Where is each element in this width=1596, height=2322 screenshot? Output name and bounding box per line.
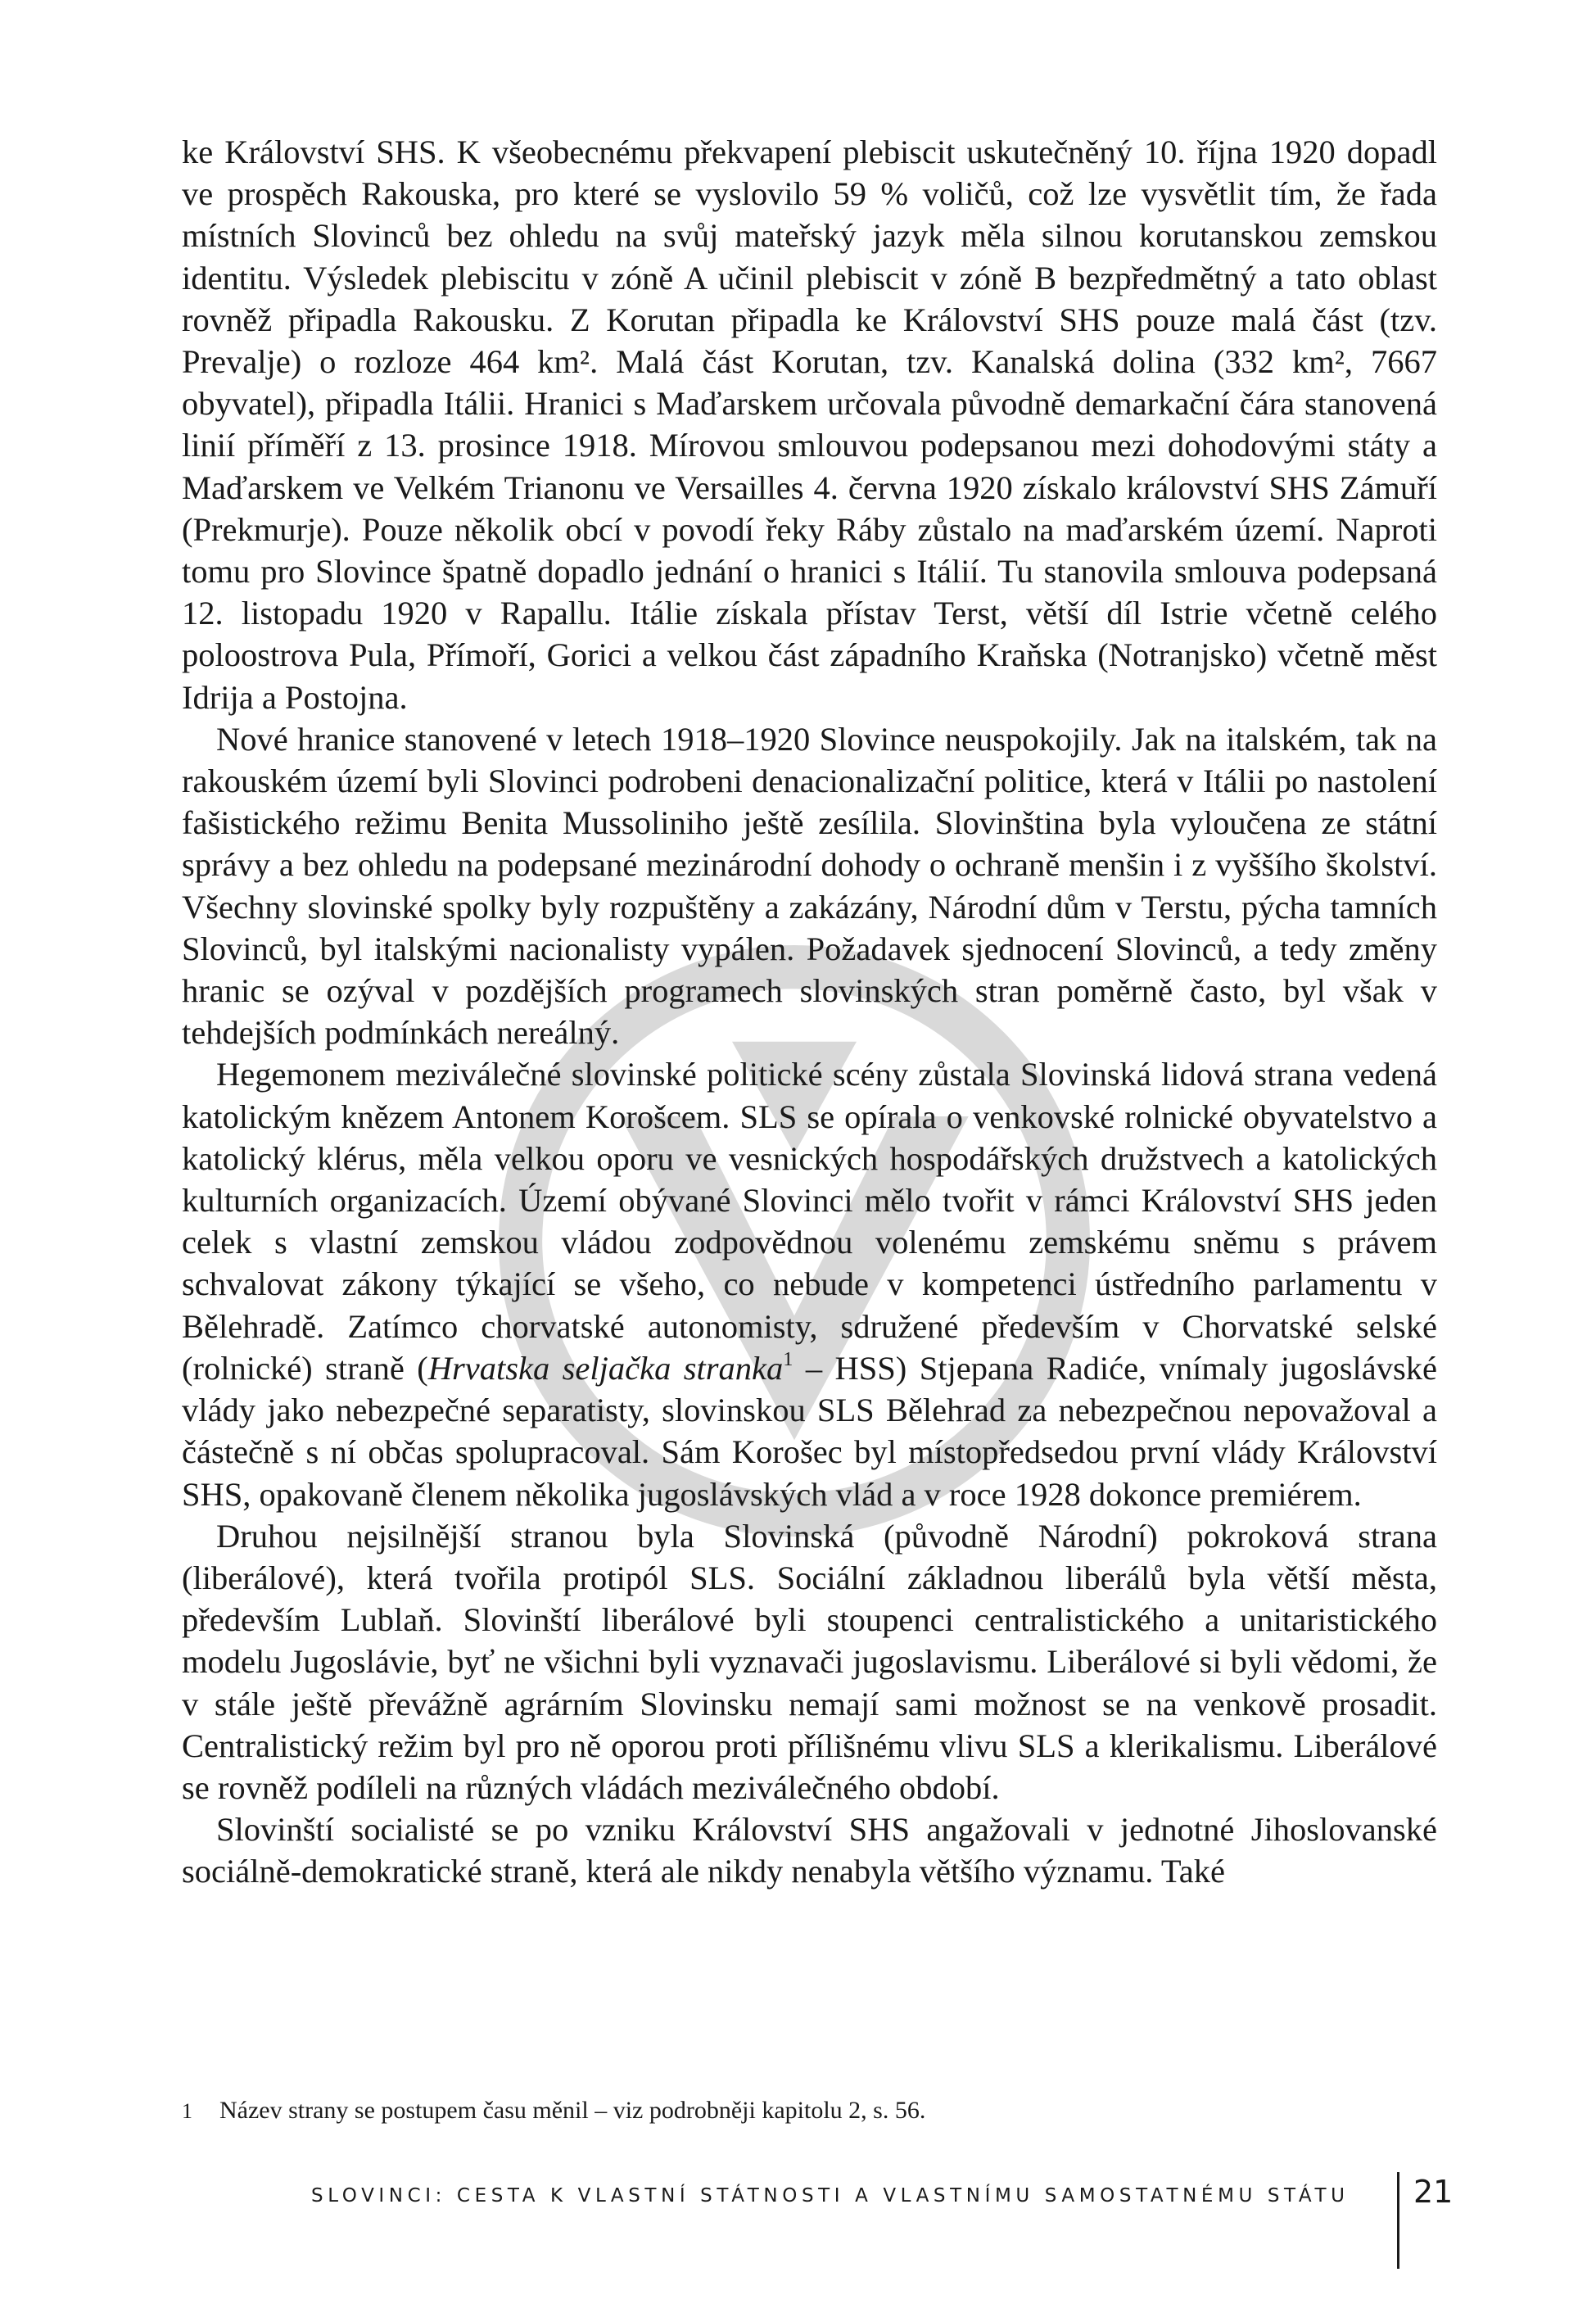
footnote-text: Název strany se postupem času měnil – viz podrobněji kapitolu 2, s. 56. (219, 2097, 926, 2124)
paragraph (182, 1053, 1437, 1514)
page-number: 21 (1413, 2174, 1454, 2210)
footnote (182, 2095, 1437, 2127)
italic-party-name: Hrvatska seljačka stranka (427, 1349, 784, 1387)
paragraph: Slovinští socialisté se po vzniku Království SHS angažovali v jednotné Jihoslovanské sociálně-demokratické straně, která ale nikdy nenabyla většího významu. Také (182, 1811, 1437, 1890)
footnote-number: 1 (182, 2099, 192, 2123)
paragraph: Druhou nejsilnější stranou byla Slovinská (původně Národní) pokroková strana (liberálové), která tvořila protipól SLS. Sociální základnou liberálů byla větší města, především Lublaň. Slovinští liberálové byli stoupenci centralistického a unitaristického modelu Jugoslávie, byť ne všichni byli vyznavači jugoslavismu. Liberálové si byli vědomi, že v stále ještě převážně agrárním Slovinsku nemají sami možnost se na venkově prosadit. Centralistický režim byl pro ně oporou proti přílišnému vlivu SLS a klerikalismu. Liberálové se rovněž podíleli na různých vládách meziválečného období. (182, 1517, 1437, 1806)
footnote-reference[interactable]: 1 (783, 1347, 793, 1370)
paragraph-text: Hegemonem meziválečné slovinské politické scény zůstala Slovinská lidová strana vedená katolickým knězem Antonem Korošcem. SLS se opírala o venkovské rolnické obyvatelstvo a katolický klérus, měla velkou oporu ve vesnických hospodářských družstvech a katolických kulturních organizacích. Území obývané Slovinci mělo tvořit v rámci Království SHS jeden celek s vlastní zemskou vládou zodpovědnou volenému zemskému sněmu s právem schvalovat zákony týkající se všeho, co nebude v kompetenci ústředního parlamentu v Bělehradě. Zatímco chorvatské autonomisty, sdružené především v Chorvatské selské (rolnické) straně ( (182, 1056, 1437, 1387)
body-text (182, 131, 1437, 1893)
paragraph-text: – HSS) Stjepana Radiće, vnímaly jugoslávské vlády jako nebezpečné separatisty, slovinskou SLS Bělehrad za nebezpečnou nepovažoval a částečně s ní občas spolupracoval. Sám Korošec byl místopředsedou první vlády Království SHS, opakovaně členem několika jugoslávských vlád a v roce 1928 dokonce premiérem. (182, 1349, 1437, 1513)
paragraph: ke Království SHS. K všeobecnému překvapení plebiscit uskutečněný 10. října 1920 dopadl ve prospěch Rakouska, pro které se vyslovilo 59 % voličů, což lze vysvětlit tím, že řada místních Slovinců bez ohledu na svůj mateřský jazyk měla silnou korutanskou zemskou identitu. Výsledek plebiscitu v zóně A učinil plebiscit v zóně B bezpředmětný a tato oblast rovněž připadla Rakousku. Z Korutan připadla ke Království SHS pouze malá část (tzv. Prevalje) o rozloze 464 km². Malá část Korutan, tzv. Kanalská dolina (332 km², 7667 obyvatel), připadla Itálii. Hranici s Maďarskem určovala původně demarkační čára stanovená linií příměří z 13. prosince 1918. Mírovou smlouvou podepsanou mezi dohodovými státy a Maďarskem ve Velkém Trianonu ve Versailles 4. června 1920 získalo království SHS Zámuří (Prekmurje). Pouze několik obcí v povodí řeky Ráby zůstalo na maďarském území. Naproti tomu pro Slovince špatně dopadlo jednání o hranici s Itálií. Tu stanovila smlouva podepsaná 12. listopadu 1920 v Rapallu. Itálie získala přístav Terst, větší díl Istrie včetně celého poloostrova Pula, Přímoří, Gorici a velkou část západního Kraňska (Notranjsko) včetně měst Idrija a Postojna. (182, 134, 1437, 716)
paragraph: Nové hranice stanovené v letech 1918–1920 Slovince neuspokojily. Jak na italském, tak na rakouském území byli Slovinci podrobeni denacionalizační politice, která v Itálii po nastolení fašistického režimu Benita Mussoliniho ještě zesílila. Slovinština byla vyloučena ze státní správy a bez ohledu na podepsané mezinárodní dohody o ochraně menšin i z vyššího školství. Všechny slovinské spolky byly rozpuštěny a zakázány, Národní dům v Terstu, pýcha tamních Slovinců, byl italskými nacionalisty vypálen. Požadavek sjednocení Slovinců, a tedy změny hranic se ozýval v pozdějších programech slovinských stran poměrně často, byl však v tehdejších podmínkách nereálný. (182, 720, 1437, 1052)
footer-divider (1397, 2172, 1399, 2269)
running-footer: SLOVINCI: CESTA K VLASTNÍ STÁTNOSTI A VLASTNÍMU SAMOSTATNÉMU STÁTU (311, 2185, 1350, 2207)
